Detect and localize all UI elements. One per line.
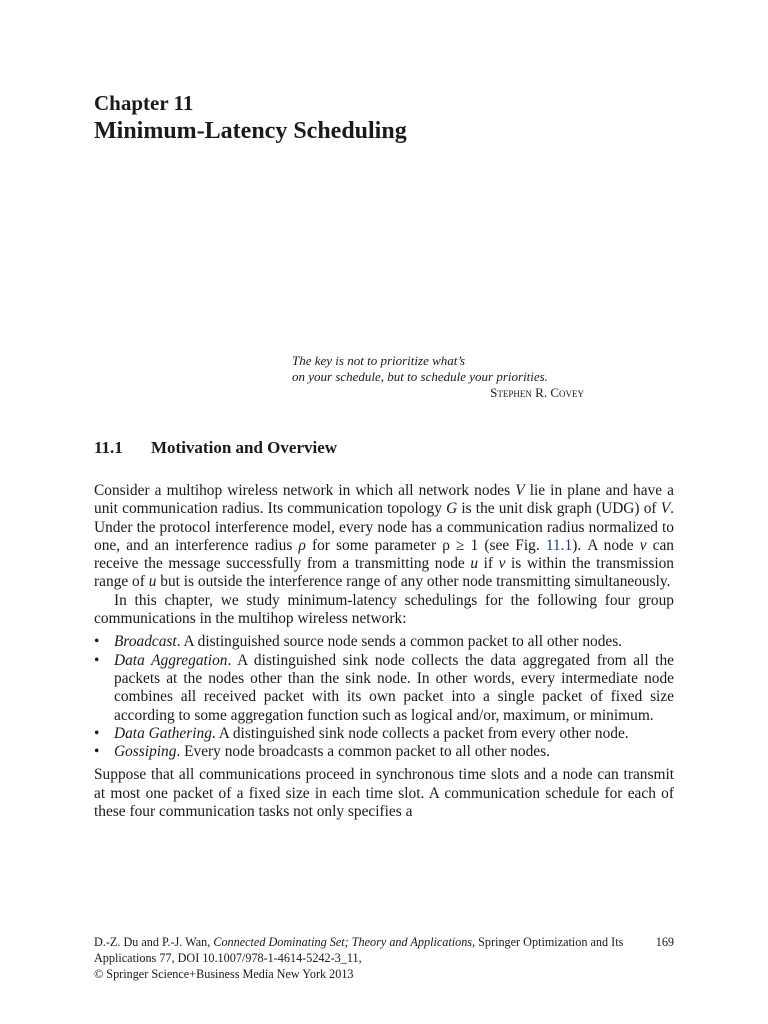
epigraph-line: on your schedule, but to schedule your priorities.: [292, 369, 548, 384]
math-symbol: u: [470, 555, 479, 573]
term: Broadcast: [114, 633, 177, 651]
list-item: • Broadcast. A distinguished source node sends a common packet to all other nodes.: [94, 633, 623, 651]
list-item: • Data Gathering. A distinguished sink node collects a packet from every other node.: [94, 724, 629, 742]
term: Gossiping: [114, 743, 177, 761]
math-expression: ρ ≥ 1: [442, 536, 479, 554]
math-symbol: ρ: [298, 536, 306, 554]
math-symbol: G: [446, 500, 458, 518]
epigraph-line: The key is not to prioritize what’s: [292, 353, 466, 368]
page-number: 169: [655, 935, 674, 949]
body-text: [94, 482, 674, 821]
book-title: Connected Dominating Set; Theory and Applications: [213, 935, 473, 949]
bullet-list: [94, 633, 674, 761]
math-symbol: V: [515, 482, 525, 499]
epigraph: [292, 353, 584, 401]
math-symbol: u: [148, 573, 157, 591]
figure-reference-link[interactable]: 11.1: [545, 536, 573, 554]
section-number: 11.1: [94, 438, 123, 457]
math-symbol: v: [498, 555, 506, 573]
citation: D.-Z. Du and P.-J. Wan, Connected Dominating Set; Theory and Applications, Springer Optimization and Its Applications 77, DOI 10.1007/978-1-4614-5242-3_11,: [94, 935, 624, 965]
math-symbol: v: [639, 536, 647, 554]
paragraph: Consider a multihop wireless network in which all network nodes V lie in plane and have a unit communication radius. Its communication topology G is the unit disk graph (UDG) of V. Under the protocol interference model, every node has a communication radius normalized to one, and an interference radius ρ for some parameter ρ ≥ 1 (see Fig. 11.1). A node v can receive the message successfully from a transmitting node u if v is within the transmission range of u but is outside the interference range of any other node transmitting simultaneously.: [94, 482, 674, 591]
bullet-icon: •: [94, 724, 100, 742]
bullet-icon: •: [94, 651, 100, 669]
section-title: Motivation and Overview: [151, 438, 338, 457]
chapter-title: Minimum-Latency Scheduling: [94, 118, 407, 144]
epigraph-author: Stephen R. Covey: [490, 385, 584, 400]
term: Data Gathering: [114, 724, 212, 742]
section-heading: [94, 437, 337, 459]
footer: [94, 934, 674, 982]
paragraph: Suppose that all communications proceed in synchronous time slots and a node can transmit at most one packet of a fixed size in each time slot. A communication schedule for each of these four communication tasks not only specifies a: [94, 766, 674, 821]
bullet-icon: •: [94, 743, 100, 761]
copyright: © Springer Science+Business Media New York 2013: [94, 967, 354, 981]
list-item: • Data Aggregation. A distinguished sink node collects the data aggregated from all the packets at the nodes other than the sink node. In other words, every intermediate node combines all received packet with its own packet into a single packet of fixed size according to some aggregation function such as logical and/or, maximum, or minimum.: [94, 651, 674, 724]
chapter-label: Chapter 11: [94, 91, 194, 115]
bullet-icon: •: [94, 633, 100, 651]
list-item: • Gossiping. Every node broadcasts a common packet to all other nodes.: [94, 743, 550, 761]
math-symbol: V: [660, 500, 671, 518]
paragraph: In this chapter, we study minimum-latency schedulings for the following four group communications in the multihop wireless network:: [94, 591, 674, 628]
term: Data Aggregation: [114, 651, 228, 669]
